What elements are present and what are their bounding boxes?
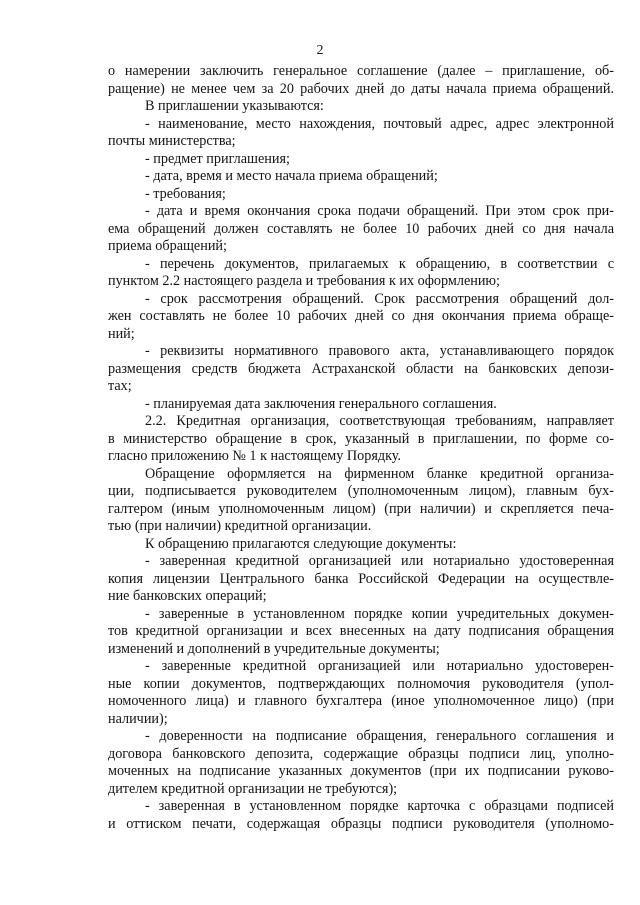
text-line: - планируемая дата заключения генерального соглашения. xyxy=(145,395,497,412)
text-line: копия лицензии Центрального банка Российской Федерации на осуществле- xyxy=(108,570,614,587)
text-line: тью (при наличии) кредитной организации. xyxy=(108,518,372,534)
text-line: - дата и время окончания срока подачи обращений. При этом срок при- xyxy=(145,203,614,219)
text-line: тов кредитной организации и всех внесенных на дату подписания обращения xyxy=(108,623,614,639)
text-line: жен составлять не более 10 рабочих дней со дня окончания приема обраще- xyxy=(108,308,614,324)
text-line: номоченного лица) и главного бухгалтера (иное уполномоченное лицо) (при xyxy=(108,693,614,709)
text-line: пунктом 2.2 настоящего раздела и требования к их оформлению; xyxy=(108,273,500,289)
text-line: изменений и дополнений в учредительные документы; xyxy=(108,640,440,657)
text-line: ема обращений должен составлять не более 10 рабочих дней со дня начала xyxy=(108,220,614,237)
text-line: - наименование, место нахождения, почтовый адрес, адрес электронной xyxy=(145,115,614,132)
text-line: ний; xyxy=(108,325,135,342)
text-line: - перечень документов, прилагаемых к обращению, в соответствии с xyxy=(145,255,614,272)
text-line: приема обращений; xyxy=(108,238,227,254)
text-line: ные копии документов, подтверждающих полномочия руководителя (упол- xyxy=(108,675,614,692)
text-line: ции, подписывается руководителем (уполномоченным лицом), главным бух- xyxy=(108,483,614,499)
text-line: в министерство обращение в срок, указанный в приглашении, по форме со- xyxy=(108,430,614,447)
text-line: В приглашении указываются: xyxy=(145,98,324,114)
text-line: почты министерства; xyxy=(108,133,236,149)
text-line: дителем кредитной организации не требуются); xyxy=(108,780,398,797)
text-line: размещения средств бюджета Астраханской области на банковских депози- xyxy=(108,360,614,377)
document-body xyxy=(108,63,614,833)
text-line: моченных на подписание указанных документов (при их подписании руково- xyxy=(108,763,614,779)
text-line: - доверенности на подписание обращения, генерального соглашения и xyxy=(145,728,614,744)
text-line: - дата, время и место начала приема обращений; xyxy=(145,168,438,184)
text-line: - срок рассмотрения обращений. Срок рассмотрения обращений дол- xyxy=(145,290,614,307)
text-line: 2.2. Кредитная организация, соответствующая требованиям, направляет xyxy=(145,413,614,429)
text-line: и оттиском печати, содержащая образцы подписи руководителя (уполномо- xyxy=(108,815,614,832)
text-line: ние банковских операций; xyxy=(108,588,267,604)
text-line: галтером (иным уполномоченным лицом) (при наличии) и скрепляется печа- xyxy=(108,500,614,517)
text-line: - заверенные кредитной организацией или нотариально удостоверен- xyxy=(145,658,614,674)
text-line: - требования; xyxy=(145,185,226,202)
text-line: - реквизиты нормативного правового акта, устанавливающего порядок xyxy=(145,343,614,359)
text-line: о намерении заключить генеральное соглашение (далее – приглашение, об- xyxy=(108,63,614,79)
text-line: К обращению прилагаются следующие документы: xyxy=(145,535,457,552)
text-line: - заверенная кредитной организацией или нотариально удостоверенная xyxy=(145,553,614,569)
text-line: - заверенная в установленном порядке карточка с образцами подписей xyxy=(145,798,614,814)
text-line: ращение) не менее чем за 20 рабочих дней до даты начала приема обращений. xyxy=(108,80,614,97)
text-line: - заверенные в установленном порядке копии учредительных докумен- xyxy=(145,605,614,622)
text-line: - предмет приглашения; xyxy=(145,150,290,167)
text-line: договора банковского депозита, содержащие образцы подписи лиц, уполно- xyxy=(108,745,614,762)
page-number: 2 xyxy=(316,43,324,58)
text-line: гласно приложению № 1 к настоящему Порядку. xyxy=(108,448,401,464)
text-line: Обращение оформляется на фирменном бланке кредитной организа- xyxy=(145,465,614,482)
text-line: наличии); xyxy=(108,710,168,727)
text-line: тах; xyxy=(108,378,132,394)
